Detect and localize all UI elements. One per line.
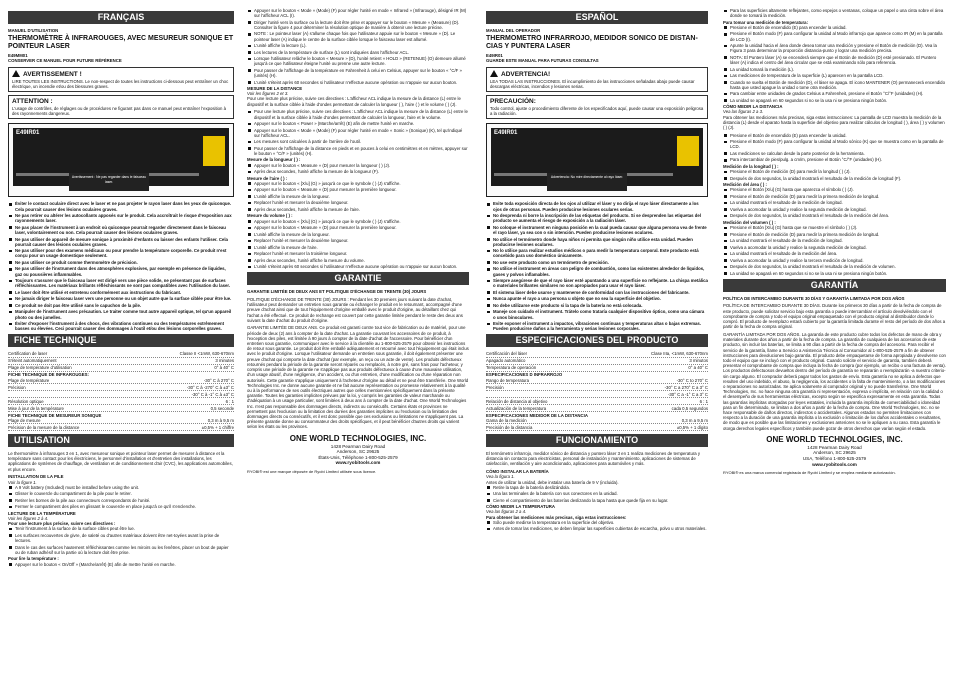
list-item: Les mesures sont calculées à partir de l'arrière de l'outil. [247,139,469,144]
company-name: ONE WORLD TECHNOLOGIES, INC. [289,433,427,443]
spec-row: S'éteint automatiquement 3 minutes [8,358,234,364]
temp-steps-list [723,25,946,103]
list-item: Vuelva a acomodar la unidad y realice la segunda medición de longitud. [723,207,946,212]
spec-subheading: FICHE TECHNIQUE DE MESUREUR SONIQUE [8,412,102,418]
company-name: ONE WORLD TECHNOLOGIES, INC. [766,434,903,444]
subheading-distance: MESURE DE LA DISTANCE [247,86,303,92]
subheading-install: CÓMO INSTALAR LA BATERÍA [486,469,549,475]
list-item: Appuyer sur le bouton « Power » (Marche/arrêt) (E) afin de mettre l'unité en marche. [247,121,469,126]
temp-steps-list [247,8,469,85]
list-item: L'unité affiche la mesure de l'aire. [247,245,469,250]
list-item: Para cambiar entre unidades de grados Celsius a Fahrenheit, presione el Botón °C/°F (unidades) (H). [723,91,946,96]
warning-text: LIRE TOUTES LES INSTRUCTIONS. Le non-respect de toutes les instructions ci-dessous peut entraîner un choc électrique, un incendie et/ou des blessures graves. [12,78,229,89]
warning-icon [12,70,20,77]
list-item: El sistema láser debe usarse y mantenerse de conformidad con las instrucciones del fabricante. [486,290,708,295]
list-item: Ce produit ne doit pas être utilisé sans le capuchon de la pile. [8,303,234,308]
attention-text: L'usage de contrôles, de réglages ou de procédures ne figurant pas dans ce manuel peut entraîner l'exposition à des rayonnements dangereux. [12,106,227,117]
label-caption: Advertencia: No mire directamente al rayo láser. [547,173,627,191]
precaution-text: Todo control, ajuste o procedimiento diferente de los especificados aquí, puede causar una exposición peligrosa a la radiación. [490,106,704,117]
list-item: Evite exponer el instrument a impactos, vibraciones continuas y temperaturas altas o bajas extremas. Pueden producirse daños a la herramienta y serias lesiones corporales. [486,321,708,331]
list-item: Presione el Botón [X/u] (G) hasta que aparezca el símbolo ( ) (J). [723,187,946,192]
section-header-garantie: GARANTIE [247,272,469,285]
list-item: Sólo puede medirse la temperatura en la superficie del objetivo. [486,520,708,525]
list-item: Pour une lecture plus précise, suivre ces directives : L'afficheur ACL indique la mesure de la distance (L) entre le dispositif et la surface ciblée à l'aide d'ondes permettant de calculer la longueur, l'aire et le volume. [247,109,469,119]
list-item: Replacer l'unité et mesurer la deuxième longueur. [247,238,469,243]
list-item: Presione el Botón de medición (D) para medir la primera medición de longitud. [723,194,946,199]
list-item: Presione el Botón modo (F) para configurar la unidad al Modo infrarrojo que aparece como IR (M) en la pantalla de LCD (I). [723,31,946,41]
section-header-garantia: GARANTÍA [723,279,946,292]
list-item: Fermer le compartiment des piles en glissant le couvercle en place jusqu'à ce qu'il s'enclenche. [8,504,234,509]
trademark-note: RYOBI® es una marca comercial registrada de Ryobi Limited y se emplea mediante autorización. [723,470,896,476]
list-item: La unidad mostrará el resultado de la medición del área. [723,251,946,256]
list-item: Después de dos segundos, la unidad mostrará el resultado de la medición del área. [723,213,946,218]
spec-row: Certificación del láser Clase IIIa, <1mW, 630-670nm [486,351,708,357]
subheading-install: INSTALLATION DE LA PILE [8,474,64,480]
spec-row: Plage de température d'utilisation 0° à 40° C [8,365,234,371]
list-item: La unidad mostrará el resultado de la medición de longitud. [723,200,946,205]
list-item: Appuyer sur le bouton « On/Off » (Marche/arrêt) (E) afin de mettre l'unité en marche. [8,562,234,567]
product-title: THERMOMETRO INFRARROJO, MEDIDOR SONICO DE DISTAN-CIAS Y PUNTERA LASER [486,35,698,51]
spec-row: -30° C a -1° C a 3° C [486,392,708,398]
list-item: No debe utilizarse este producto si la tapa de la batería no está colocada. [486,303,708,308]
list-item: Appuyer sur le bouton « [X/u] (G) » jusqu'à ce que le symbole ( ) (J) s'affiche. [247,219,469,224]
list-item: Les surfaces recouvertes de givre, de saleté ou d'autres matériaux doivent être net-toyées avant la prise de lectures. [8,533,234,543]
list-item: Appuyer sur le bouton « Measure » (D) pour mesurer la longueur ( ) (J). [247,163,469,168]
section-header-utilisation: UTILISATION [8,434,234,447]
warning-title: ADVERTENCIA! [501,70,551,78]
list-item: Las mediciones se calculan desde la parte posterior de la herramienta. [723,151,946,156]
precaution-title: PRECAUCIÓN: [490,98,536,106]
list-item: Tenir l'instrument à la surface de la surface cibles peut être lue. [8,526,234,531]
warranty-paragraph: GARANTIE LIMITÉE DE DEUX ANS. Ce produit est garanti contre tout vice de fabrication ou de matériel, pour une période de deux (2) ans à compter de la date d'achat. La garantie couvrant les accessoires de ce produit, à l'exception des piles, est limitée à 90 jours à compter de la date d'achat de l'accessoire. Pour bénéficier d'un entretien sous garantie, communiquer avec le service à la clientèle au 1-800-525-2579 pour obtenir les instructions de retour sous garantie. Le produit doit être emballé adéquatement et retourné avec tout l'équipement qui était inclus avec le produit d'origine. Lorsque l'utilisateur demande un entretien sous garantie, il doit également présenter une preuve d'achat qui comporte la date d'achat (par exemple, un reçu ou un acte de vente). Les produits défectueux retournés pendant la période de la garantie seront réparés ou remplacés, à notre gré, sans frais pour l'acheteur, y compris une période de la garantie ne s'applique pas aux produits défectueux à cause d'une mauvaise utilisation, d'un usage abusif, d'une négligence, d'un accident, ou d'un entretien, d'une modification ou d'une réparation non autorisés. Cette garantie s'applique uniquement à l'acheteur d'origine au détail et ne peut être transférée. One World Technologies Inc. ne donne aucune garantie et ne fait aucune représentation ou promesse relativement à la qualité ou à la performance de ses outils électriques autres que celles mentionnées spécifiquement dans la présente garantie. Toutes les garanties implicites prévues par la loi, y compris les garanties de valeur marchande ou d'adéquation à un usage particulier, sont limitées à deux ans à compter de la date d'achat. One World Technologies Inc. n'est pas responsable des dommages directs, indirects ou consécutifs. Certains états et provinces ne permettent pas l'exclusion ou la limitation des durées des garanties implicites ou l'exclusion ou la limitation des dommages directs ou consécutifs, et il est donc possible que ces exclusions ou limitations ne s'appliquent pas. La présente garantie donne au consommateur des droits spécifiques, et il peut bénéficier d'autres droits qui varient selon les états ou les provinces. [247,325,469,430]
column-spanish-1: ESPAÑOL MANUAL DEL OPERADOR THERMOMETRO INFRARROJO, MEDIDOR SONICO DE DISTAN-CIAS Y PUNTERA LASER E49IR01 GUARDE ESTE MANUAL PARA FUTURAS CONSULTAS ADVERTENCIA! LEA TODAS LAS INSTRUCCIONES. El incumplimiento de las instrucciones señaladas abajo puede causar descargas eléctricas, incendios y lesiones serias. PRECAUCIÓN: Todo control, ajuste o procedimiento diferente de los especificados aquí, puede causar una exposición peligrosa a la radiación. E49IR01 Advertencia: No mire directamente al rayo láser. Evite toda exposición directa de los ojos al utilizar el láser y no dirija el rayo láser directamente a los ojos de otras personas. Pueden producirse lesiones oculares serias. No desprenda ni borre la inscripción de las etiquetas del producto. Si se desprenden las etiquetas del producto se aumenta el riesgo de exposición a la radiación láser. No coloque el instrument en ninguna posición en la cual pueda causar que alguna persona vea de frente el rayo láser, ya sea con o sin intención. Pueden producirse lesiones oculares. No utilice el termómetro donde haya niños ni permita que ningún niño utilice esta unidad. Pueden producirse lesiones oculares. No lo utilice para realizar estudios médicos o para medir la temperatura corporal. Este producto está concebido para uso doméstico únicamente. No use este producto como un termómetro de precisión. No utilice el instrument en áreas con peligro de combustión, como las existentes alrededor de líquidos, gases y polvos inflamables. Siempre asegúrese de que el rayo láser esté apuntando a una superficie no reflejante. La chispa metálica o materiales brillantes similares no son apropiados para usar el rayo láser. El sistema láser debe usarse y mantenerse de conformidad con las instrucciones del fabricante. Nunca apunte el rayo a una persona u objeto que no sea la superficie del objetivo. No debe utilizarse este producto si la tapa de la batería no está colocada. Maneje con cuidado el instrument. Trátelo como trataría cualquier dispositivo óptico, como una cámara o unos binoculares. Evite exponer el instrument a impactos, vibraciones continuas y temperaturas altas o bajas extremas. Pueden producirse daños a la herramienta y serias lesiones corporales. ESPECIFICACIONES DEL PRODUCTO Certificación del láser Clase IIIa, <1mW, 630-670nm Apagado automático 3 minutos Temperatura de operación 0° a 40° C ESPECIFICACIONES D INFRARROJO Rango de temperatura -30° C to 270° C Precisión -30° C a 270° C a 3° C -30° C a -1° C a 3° C Relación de distancia al objetivo 6 : 1 Actualización de la temperatura cada 0,5 segundos ESPECIFICACIONES MEDIDOR DE LA DISTANCIA Gama de la medición 0,3 m a 9,5 m Precisión de la distancia ±0,5% + 1 dígito FUNCIONAMIENTO El termómetro infrarrojo, medidor sónico de distancia y puntero láser 3 en 1 realiza mediciones de temperatura y distancia sin contacto para electricistas, personal de instalación y mantenimiento, aplicaciones de sistemas de calefacción, ventilación y aire acondicionado, aplicaciones para automóviles y más. CÓMO INSTALAR LA BATERÍA Vea la figura 1. Antes de utilizar la unidad, debe instalar una batería de 9 V (incluida). Retire la tapa de la batería deslizándola. Una las terminales de la batería con sus conectores en la unidad. Cierre el compartimiento de las baterías deslizando la tapa hasta que quede fija en su lugar. CÓMO MEDIR LA TEMPERATURA Vea las figuras 2 a 4. Para obtener las mediciones más precisas, siga estas instrucciones: Sólo puede medirse la temperatura en la superficie del objetivo. Antes de tomar las mediciones, se deben limpiar las superficies cubiertas de escarcha, polvo u otros materiales. [486,12,708,532]
list-item: Presione el Botón de encendido (E) para encender la unidad. [723,133,946,138]
spec-subheading: FICHE TECHNIQUE DE INFRAROUGES: [8,372,89,378]
warranty-paragraph: POLÍTICA DE INTERCAMBIO DURANTE 30 DÍAS. Durante los primeros 30 días a partir de la fecha de compra de este producto, puede solicitar servicio bajo esta garantía o puede intercambiar el artículo devolviéndolo con el comprobante de compra y todo el equipo original empaquetado con el producto original al distribuidor donde lo compró. El producto de reemplazo estará cubierto por la garantía limitada durante el resto del período de dos años a partir de la fecha de compra original. [723,303,946,330]
list-item: Appuyer sur le bouton « Mode » (Mode) (F) pour régler l'unité en mode « Sonic » (Sonique) (K), tel qu'indiqué sur l'afficheur ACL. [247,128,469,138]
company-address: 1428 Pearman Dairy Road Anderson, SC 29625 États-Unis, Téléphone 1-800-525-2579 www.ryobitools.com [247,444,469,466]
list-item: La unidad tomará la medición (L). [723,67,946,72]
spec-row: Precisión -30° C a 270° C a 3° C [486,384,708,390]
column-french-1: FRANÇAIS MANUEL D'UTILISATION THERMOMÈTRE À INFRAROUGES, AVEC MESUREUR SONIQUE ET POINTEUR LASER E49MM01 CONSERVER CE MANUEL POUR FUTURE RÉFÉRENCE AVERTISSEMENT ! LIRE TOUTES LES INSTRUCTIONS. Le non-respect de toutes les instructions ci-dessous peut entraîner un choc électrique, un incendie et/ou des blessures graves. ATTENTION : L'usage de contrôles, de réglages ou de procédures ne figurant pas dans ce manuel peut entraîner l'exposition à des rayonnements dangereux. E49IR01 Avertissement : Ne pas regarder dans le faisceau laser. Éviter le contact oculaire direct avec le laser et ne pas projeter le rayon laser dans les yeux de quiconque. Cela pourrait causer des lésions oculaires graves. Ne pas retirer ou altérer les autocollants apposés sur le produit. Cela accroîtrait le risque d'exposition aux rayonnements laser. Ne pas placer de l'instrument à un endroit où quiconque pourrait regarder directement dans le faisceau laser, volontairement ou non. Cela pourrait causer des lésions oculaires graves. Ne pas utiliser de appareil de mesure sonique à proximité d'enfants ou laisser des enfants l'utiliser. Cela pourrait causer des lésions oculaires graves. Ne pas utiliser pour des examens médicaux ou pour prendre la température corporelle. Ce produit n'est conçu pour un usage domestique seulement. Ne pas utiliser ce produit comme thermomètre de précision. Ne pas utiliser de l'instrument dans des atmosphères explosives, par exemple en présence de liquides, gaz ou poussières inflammables. Toujours s'assurer que le faisceau laser est dirigé vers une pièce solide, ne présentant pas de surfaces réfléchissantes. Les matériaux brillants réfléchissants ne sont pas compatibles avec l'utilisation du laser. Le laser doit être utilisé et entretenu conformément aux instructions du fabricant. Ne jamais diriger le faisceau laser vers une personne ou un objet autre que la surface ciblée pour être lue. Ce produit ne doit pas être utilisé sans le capuchon de la pile. Manipuler de l'instrument avec précaution. Le traiter comme tout autre appareil optique, tel qu'un appareil photo ou des jumelles. Éviter d'exposer l'instrument à des chocs, des vibrations continues ou des températures extrêmement basses ou élevées. Ceci pourrait causer des dommages à l'outil et/ou des lésions corporelles graves. FICHE TECHNIQUE Certification de laser Classe II <1mW, 630-670nm S'éteint automatiquement 3 minutes Plage de température d'utilisation 0° à 40° C FICHE TECHNIQUE DE INFRAROUGES: Plage de température -30° C à 270° C Précision -30° C à -270° C à ±3° C -30° C à -1° C à ±3° C Résolution optique 6 : 1 Mise à jour de la température 0,5 seconde FICHE TECHNIQUE DE MESUREUR SONIQUE Plage de mesure 0,3 m à 9,5 m Précision de la mesure de la distance ±0,5% + 1 chiffre UTILISATION Le thermomètre à infrarouges 3 en 1, avec mesureur sonique et pointeur laser permet de mesurer à distance et la température sans contact pour les électriciens, le personnel d'installation et d'entretien des installations, les applications de systèmes de chauffage, de ventilation et de conditionnement d'air (CVC), les applications automobiles, et plus encore. INSTALLATION DE LA PILE Voir la figure 1. A 9 Volt battery (Included) must be installed before using the unit. Glisser le couvercle du compartiment de la pile pour le retirer. Retirer les bornes de la pile aux connecteurs correspondants de l'unité. Fermer le compartiment des piles en glissant le couvercle en place jusqu'à ce qu'il s'enclenche. LECTURE DE LA TEMPÉRATURE Voir les figures 2 à 4. Pour une lecture plus précise, suivre ces directives : Tenir l'instrument à la surface de la surface cibles peut être lue. Les surfaces recouvertes de givre, de saleté ou d'autres matériaux doivent être net-toyées avant la prise de lectures. Dans le cas des surfaces hautement réfléchissantes comme les miroirs ou les fenêtres, placer un bout de papier ou de ruban adhésif sur la partie où la lecture doit être prise. Pour lire la température : Appuyer sur le bouton « On/Off » (Marche/arrêt) (E) afin de mettre l'unité en marche. [8,12,234,567]
list-item: Presione el Botón de encendido (E) para encender la unidad. [723,25,946,30]
spec-row: Plage de mesure 0,3 m à 9,5 m [8,417,234,423]
list-item: Presione el Botón [X/u] (G) hasta que se muestre el símbolo ( ) (J). [723,225,946,230]
website-link[interactable]: www.ryobitools.com [335,460,381,466]
list-item: Las mediciones de temperatura de la superficie (L) aparecen en la pantalla LCD. [723,73,946,78]
list-item: Para las superficies altamente reflejantes, como espejos o ventanas, coloque un papel o una cinta sobre el área donde se tomará la medición. [723,8,946,18]
spec-subheading: ESPECIFICACIONES D INFRARROJO [486,372,563,378]
section-header-funcionamiento: FUNCIONAMIENTO [486,434,708,447]
laser-warning-sticker [677,136,699,166]
list-item: Éviter le contact oculaire direct avec le laser et ne pas projeter le rayon laser dans les yeux de quiconque. Cela pourrait causer des lésions oculaires graves. [8,201,234,211]
list-item: NOTE : Le pointeur laser (A) s'allume chaque fois que l'utilisateur appuie sur le bouton « Mesure » (D). Le pointeur laser (A) indique le centre de la surface ciblée lorsque le faisceau laser est allumé. [247,31,469,41]
list-item: Appuyer sur le bouton « Mode » (Mode) (F) pour régler l'unité en mode « Infrared » (Infrarouge), désigné IR (M) sur l'afficheur ACL (I). [247,8,469,18]
list-item: Après deux secondes, l'unité affiche la mesure du volume. [247,258,469,263]
spec-row: Rango de temperatura -30° C to 270° C [486,377,708,383]
list-item: Presione el Botón de medición (D) para medir la longitud ( ) (J). [723,169,946,174]
list-item: Toujours s'assurer que le faisceau laser est dirigé vers une pièce solide, ne présentant pas de surfaces réfléchissantes. Les matériaux brillants réfléchissants ne sont pas compatibles avec l'utilisation du laser. [8,278,234,288]
spec-row: Actualización de la temperatura cada 0,5 segundos [486,405,708,411]
company-address: 1428 Pearman Dairy Road Anderson, SC 29625 USA, Teléfono 1-800-525-2579 www.ryobitools.com [723,445,946,467]
warranty-paragraph: GARANTÍA LIMITADA POR DOS AÑOS. La garantía de este producto cubre todos los defectos de mano de obra y materiales durante dos años a partir de la fecha de compra. La garantía de cualquiera de los accesorios de este producto, sin incluir las baterías, se limita a 90 días a partir de la fecha de compra del accesorio. Para recibir el servicio de la garantía, llame a Servicio a Asistencia Técnica al Consumidor al 1-800-525-2579 a fin de obtener instrucciones para devoluciones bajo garantía. El producto debe empaquetarse de forma apropiada y devolverse con todo el equipo que se incluyó con el producto original. Cuando solicite el servicio de garantía, también deberá presentar el comprobante de compra que incluya la fecha de compra (por ejemplo, un recibo o una factura de venta). Los productos defectuosos devueltos dentro del período de garantía se repararán o reemplazarán -a nuestro criterio- sin cargo alguno. El comprador deberá pagar todos los gastos de envío. Esta garantía no se aplica a defectos que resulten del uso indebido, el abuso, la negligencia, los accidentes o la falta de mantenimiento, o a las modificaciones o reparaciones no autorizadas. Se aplica solamente al comprador original y no puede transferirse. One World Technologies, Inc. no hace ninguna otra garantía ni representación, expresa o implícita, en relación con la calidad o el desempeño de sus herramientas eléctricas, excepto según se especifica expresamente en esta garantía. Todas las garantías implícitas otorgadas por leyes estatales, incluida la garantía implícita de comerciabilidad o idoneidad para un fin determinado, se limitan a dos años a partir de la fecha de compra. One World Technologies, Inc. no se hace responsable de daños directos, indirectos o accidentales. Algunos estados no permiten limitaciones con respecto a la duración de una garantía implícita o la exclusión o limitación de los daños accidentales o resultantes, de modo que es posible que las limitaciones y exclusiones anteriores no se le apliquen a su caso. Esta garantía le otorga derechos legales específicos y también puede gozar de otros derechos que varían según el estado. [723,331,946,431]
install-list [486,485,708,503]
warning-icon [490,70,498,77]
spec-subheading: ESPECIFICACIONES MEDIDOR DE LA DISTANCIA [486,412,588,418]
list-item: Presione el Botón modo (F) para configurar la unidad al Modo sónico (K) que se muestra como en la pantalla de LCD. [723,139,946,149]
list-item: Después de dos segundos, la unidad mostrará el resultado de la medición de longitud (F). [723,176,946,181]
list-item: Lorsque l'utilisateur relâche le bouton « Mesure » (D), l'unité retient « HOLD » (RETENUE) (O) demeure allumé jusqu'à ce que l'utilisateur éteigne l'unité ou prenne une autre lecture. [247,56,469,66]
subheading-temp: CÓMO MEDIR LA TEMPERATURA [486,504,555,510]
safety-list [8,201,234,331]
list-item: Les lectures de la température de surface (L) sont indiquées dans l'afficheur ACL. [247,50,469,55]
keep-manual-note: CONSERVER CE MANUEL POUR FUTURE RÉFÉRENCE [8,58,122,64]
list-item: Apunte la unidad hacia el área donde desea tomar una medición y presione el Botón de medición (D). Vea la Figura 3 para determinar la proporción distancia-punto y lograr una medición precisa. [723,43,946,53]
list-item: Evite toda exposición directa de los ojos al utilizar el láser y no dirija el rayo láser directamente a los ojos de otras personas. Pueden producirse lesiones oculares serias. [486,201,708,211]
spec-row: Résolution optique 6 : 1 [8,398,234,404]
list-item: La unidad se apagará en 60 segundos si no se la usa ni se presiona ningún botón. [723,271,946,276]
spec-row: Temperatura de operación 0° a 40° C [486,365,708,371]
subheading-distance: CÓMO MEDIR LA DISTANCIA [723,104,783,110]
list-item: Le laser doit être utilisé et entretenu conformément aux instructions du fabricant. [8,290,234,295]
section-header-espanol: ESPAÑOL [486,11,708,24]
list-item: Replacer l'unité et mesurer la deuxième longueur. [247,200,469,205]
list-item: Retirer les bornes de la pile aux connecteurs correspondants de l'unité. [8,498,234,503]
list-item: La unidad mostrará el resultado de la medición de longitud. [723,238,946,243]
manual-label: MANUEL D'UTILISATION [8,28,59,33]
list-item: Después de dos segundos, la unidad mostrará el resultado de la medición de volumen. [723,264,946,269]
section-header-francais: FRANÇAIS [8,11,234,24]
spec-row: Plage de température -30° C à 270° C [8,377,234,383]
list-item: Appuyer sur le bouton « Measure » (D) pour mesurer la première longueur. [247,225,469,230]
list-item: Glisser le couvercle du compartiment de la pile pour le retirer. [8,491,234,496]
spec-row: Précision de la mesure de la distance ±0,5% + 1 chiffre [8,424,234,430]
warranty-paragraph: POLITIQUE D'ÉCHANGE DE TRENTE (30) JOURS : Pendant les 30 premiers jours suivant la date d'achat, l'utilisateur peut demander un entretien sous garantie ou échanger le produit en le retournant, accompagné d'une preuve d'achat ainsi que de tout l'équipement d'origine emballé avec le produit d'origine, au détaillant chez qui l'achat a été effectué. Ce produit de rechange est couvert par cette garantie limitée pendant le reste des deux ans suivant la date d'achat du produit d'origine. [247,296,463,323]
list-item: L'unité s'éteint après 60 secondes si l'utilisateur n'effectue aucune opération ou n'appuie sur aucun bouton. [247,264,469,269]
list-item: Ne pas utiliser de appareil de mesure sonique à proximité d'enfants ou laisser des enfants l'utiliser. Cela pourrait causer des lésions oculaires graves. [8,237,234,247]
spec-row: Précision -30° C à -270° C à ±3° C [8,384,234,390]
column-french-2: Appuyer sur le bouton « Mode » (Mode) (F) pour régler l'unité en mode « Infrared » (Infrarouge), désigné IR (M) sur l'afficheur ACL (I). Diriger l'unité vers la surface ou la lecture doit être prise et appuyer sur le bouton « Mesure » (Measure) (D). Consulter la figure 4 pour déterminer la résolution optique de manière à obtenir une lecture précise. NOTE : Le pointeur laser (A) s'allume chaque fois que l'utilisateur appuie sur le bouton « Mesure » (D). Le pointeur laser (A) indique le centre de la surface ciblée lorsque le faisceau laser est allumé. L'unité affiche la lecture (L). Les lectures de la température de surface (L) sont indiquées dans l'afficheur ACL. Lorsque l'utilisateur relâche le bouton « Mesure » (D), l'unité retient « HOLD » (RETENUE) (O) demeure allumé jusqu'à ce que l'utilisateur éteigne l'unité ou prenne une autre lecture. Pour passer de l'affichage de la température en Fahrenheit à celui en Celsius, appuyer sur le bouton « °C/F » (unités) (H). L'unité s'éteint après 60 secondes si l'utilisateur n'effectue aucune opération ou n'appuie sur aucun bouton. MESURE DE LA DISTANCE Voir les figures 2 et 3. Pour une lecture plus précise, suivre ces directives : L'afficheur ACL indique la mesure de la distance (L) entre le dispositif et la surface ciblée à l'aide d'ondes permettant de calculer la longueur ( ), l'aire ( ) et le volume ( ) (J). Pour une lecture plus précise, suivre ces directives : L'afficheur ACL indique la mesure de la distance (L) entre le dispositif et la surface ciblée à l'aide d'ondes permettant de calculer la longueur, l'aire et le volume. Appuyer sur le bouton « Power » (Marche/arrêt) (E) afin de mettre l'unité en marche. Appuyer sur le bouton « Mode » (Mode) (F) pour régler l'unité en mode « Sonic » (Sonique) (K), tel qu'indiqué sur l'afficheur ACL. Les mesures sont calculées à partir de l'arrière de l'outil. Pour passer de l'affichage de la distance en pieds et en pouces à celui en centimètres et en mètres, appuyer sur le bouton « °C/F » (unités) (H). Mesure de la longueur ( ) : Appuyer sur le bouton « Measure » (D) pour mesurer la longueur ( ) (J). Après deux secondes, l'unité affiche la mesure de la longueur (F). Mesure de l'aire ( ) : Appuyer sur le bouton « [X/u] (G) » jusqu'à ce que le symbole ( ) (J) s'affiche. Appuyer sur le bouton « Measure » (D) pour mesurer la première longueur. L'unité affiche la mesure de la longueur. Replacer l'unité et mesurer la deuxième longueur. Après deux secondes, l'unité affiche la mesure de l'aire. Mesure du volume ( ) : Appuyer sur le bouton « [X/u] (G) » jusqu'à ce que le symbole ( ) (J) s'affiche. Appuyer sur le bouton « Measure » (D) pour mesurer la première longueur. L'unité affiche la mesure de la longueur. Replacer l'unité et mesurer la deuxième longueur. L'unité affiche la mesure de l'aire. Replacer l'unité et mesurer la troisième longueur. Après deux secondes, l'unité affiche la mesure du volume. L'unité s'éteint après 60 secondes si l'utilisateur n'effectue aucune opération ou n'appuie sur aucun bouton. GARANTIE GARANTIE LIMITÉE DE DEUX ANS ET POLITIQUE D'ÉCHANGE DE TRENTE (30) JOURS POLITIQUE D'ÉCHANGE DE TRENTE (30) JOURS : Pendant les 30 premiers jours suivant la date d'achat, l'utilisateur peut demander un entretien sous garantie ou échanger le produit en le retournant, accompagné d'une preuve d'achat ainsi que de tout l'équipement d'origine emballé avec le produit d'origine, au détaillant chez qui l'achat a été effectué. Ce produit de rechange est couvert par cette garantie limitée pendant le reste des deux ans suivant la date d'achat du produit d'origine. GARANTIE LIMITÉE DE DEUX ANS. Ce produit est garanti contre tout vice de fabrication ou de matériel, pour une période de deux (2) ans à compter de la date d'achat. La garantie couvrant les accessoires de ce produit, à l'exception des piles, est limitée à 90 jours à compter de la date d'achat de l'accessoire. Pour bénéficier d'un entretien sous garantie, communiquer avec le service à la clientèle au 1-800-525-2579 pour obtenir les instructions de retour sous garantie. Le produit doit être emballé adéquatement et retourné avec tout l'équipement qui était inclus avec le produit d'origine. Lorsque l'utilisateur demande un entretien sous garantie, il doit également présenter une preuve d'achat qui comporte la date d'achat (par exemple, un reçu ou un acte de vente). Les produits défectueux retournés pendant la période de la garantie seront réparés ou remplacés, à notre gré, sans frais pour l'acheteur, y compris une période de la garantie ne s'applique pas aux produits défectueux à cause d'une mauvaise utilisation, d'un usage abusif, d'une négligence, d'un accident, ou d'un entretien, d'une modification ou d'une réparation non autorisés. Cette garantie s'applique uniquement à l'acheteur d'origine au détail et ne peut être transférée. One World Technologies Inc. ne donne aucune garantie et ne fait aucune représentation ou promesse relativement à la qualité ou à la performance de ses outils électriques autres que celles mentionnées spécifiquement dans la présente garantie. Toutes les garanties implicites prévues par la loi, y compris les garanties de valeur marchande ou d'adéquation à un usage particulier, sont limitées à deux ans à compter de la date d'achat. One World Technologies Inc. n'est pas responsable des dommages directs, indirects ou consécutifs. Certains états et provinces ne permettent pas l'exclusion ou la limitation des durées des garanties implicites ou l'exclusion ou la limitation des dommages directs ou consécutifs, et il est donc possible que ces exclusions ou limitations ne s'appliquent pas. La présente garantie donne au consommateur des droits spécifiques, et il peut bénéficier d'autres droits qui varient selon les états ou les provinces. ONE WORLD TECHNOLOGIES, INC. 1428 Pearman Dairy Road Anderson, SC 29625 États-Unis, Téléphone 1-800-525-2579 www.ryobitools.com RYOBI® est une marque déposée de Ryobi Limited utilisée sous licence. [247,8,469,474]
list-item: L'unité affiche la mesure de la longueur. [247,194,469,199]
spec-row: Mise à jour de la température 0,5 seconde [8,405,234,411]
list-item: Replacer l'unité et mesurer la troisième longueur. [247,251,469,256]
list-item: Nunca apunte el rayo a una persona u objeto que no sea la superficie del objetivo. [486,296,708,301]
spec-row: Apagado automático 3 minutos [486,358,708,364]
spec-row: -30° C à -1° C à ±3° C [8,392,234,398]
section-header-fiche-technique: FICHE TECHNIQUE [8,334,234,347]
warning-title: AVERTISSEMENT ! [23,70,82,78]
use-intro: Le thermomètre à infrarouges 3 en 1, avec mesureur sonique et pointeur laser permet de mesurer à distance et la température sans contact pour les électriciens, le personnel d'installation et d'entretien des installations, les applications de systèmes de chauffage, de ventilation et de conditionnement d'air (CVC), les applications automobiles, et plus encore. [8,451,233,472]
list-item: No desprenda ni borre la inscripción de las etiquetas del producto. Si se desprenden las etiquetas del producto se aumenta el riesgo de exposición a la radiación láser. [486,213,708,223]
list-item: L'unité affiche la lecture (L). [247,43,469,48]
list-item: Éviter d'exposer l'instrument à des chocs, des vibrations continues ou des températures extrêmement basses ou élevées. Ceci pourrait causer des dommages à l'outil et/ou des lésions corporelles graves. [8,321,234,331]
list-item: Ne pas utiliser ce produit comme thermomètre de précision. [8,260,234,265]
spec-table [8,351,234,431]
list-item: Après deux secondes, l'unité affiche la mesure de la longueur (F). [247,169,469,174]
manual-label: MANUAL DEL OPERADOR [486,28,541,33]
list-item: Vuelva a acomodar la unidad y realice la tercera medición de longitud. [723,258,946,263]
warning-box [8,67,234,92]
list-item: Antes de tomar las mediciones, se deben limpiar las superficies cubiertas de escarcha, polvo u otros materiales. [486,526,708,531]
label-caption: Avertissement : Ne pas regarder dans le faisceau laser. [69,173,149,191]
spec-row: Gama de la medición 0,3 m a 9,5 m [486,417,708,423]
model-number: E49IR01 [486,53,503,59]
list-item: Ne pas utiliser pour des examens médicaux ou pour prendre la température corporelle. Ce produit n'est conçu pour un usage domestique seulement. [8,248,234,258]
product-title: THERMOMÈTRE À INFRAROUGES, AVEC MESUREUR SONIQUE ET POINTEUR LASER [8,35,234,51]
list-item: Retire la tapa de la batería deslizándola. [486,485,708,490]
list-item: Diriger l'unité vers la surface ou la lecture doit être prise et appuyer sur le bouton « Mesure » (Measure) (D). Consulter la figure 4 pour déterminer la résolution optique de manière à obtenir une lecture précise. [247,20,469,30]
temp-tips-list [8,526,234,555]
attention-box [8,95,234,119]
list-item: La unidad se apagará en 60 segundos si no se la usa ni se presiona ningún botón. [723,98,946,103]
list-item: Una las terminales de la batería con sus conectores en la unidad. [486,491,708,496]
warning-box [486,67,708,92]
warning-text: LEA TODAS LAS INSTRUCCIONES. El incumplimiento de las instrucciones señaladas abajo puede causar descargas eléctricas, incendios y lesiones serias. [490,78,695,89]
safety-list [486,201,708,331]
subheading-temp: LECTURE DE LA TEMPÉRATURE [8,510,76,516]
laser-warning-sticker [203,136,225,166]
list-item: Cierre el compartimiento de las baterías deslizando la tapa hasta que quede fija en su lugar. [486,498,708,503]
warranty-title: GARANTIE LIMITÉE DE DEUX ANS ET POLITIQUE D'ÉCHANGE DE TRENTE (30) JOURS [247,289,427,295]
list-item: NOTA: El Puntero láser (A) se encenderá siempre que el Botón de medición (D) esté presionado. El Puntero láser (A) indica el centro del área circular que se está examinando sólo para referencia. [723,55,946,65]
list-item: Pour passer de l'affichage de la distance en pieds et en pouces à celui en centimètres et en mètres, appuyer sur le bouton « °C/F » (unités) (H). [247,146,469,156]
spec-row: Certification de laser Classe II <1mW, 630-670nm [8,351,234,357]
list-item: No coloque el instrument en ninguna posición en la cual pueda causar que alguna persona vea de frente el rayo láser, ya sea con o sin intención. Pueden producirse lesiones oculares. [486,225,708,235]
list-item: Pour passer de l'affichage de la température en Fahrenheit à celui en Celsius, appuyer sur le bouton « °C/F » (unités) (H). [247,68,469,78]
warranty-title: POLÍTICA DE INTERCAMBIO DURANTE 30 DÍAS Y GARANTÍA LIMITADA POR DOS AÑOS [723,295,905,301]
list-item: Ne pas utiliser de l'instrument dans des atmosphères explosives, par exemple en présence de liquides, gaz ou poussières inflammables. [8,266,234,276]
website-link[interactable]: www.ryobitools.com [812,461,857,467]
trademark-note: RYOBI® est une marque déposée de Ryobi Limited utilisée sous licence. [247,468,377,474]
list-item: No use este producto como un termómetro de precisión. [486,260,708,265]
label-model: E49IR01 [494,130,518,137]
column-spanish-2: Para las superficies altamente reflejantes, como espejos o ventanas, coloque un papel o una cinta sobre el área donde se tomará la medición. Para tomar una medición de temperatura: Presione el Botón de encendido (E) para encender la unidad. Presione el Botón modo (F) para configurar la unidad al Modo infrarrojo que aparece como IR (M) en la pantalla de LCD (I). Apunte la unidad hacia el área donde desea tomar una medición y presione el Botón de medición (D). Vea la Figura 3 para determinar la proporción distancia-punto y lograr una medición precisa. NOTA: El Puntero láser (A) se encenderá siempre que el Botón de medición (D) esté presionado. El Puntero láser (A) indica el centro del área circular que se está examinando sólo para referencia. La unidad tomará la medición (L). Las mediciones de temperatura de la superficie (L) aparecen en la pantalla LCD. Cuando se suelta el Botón de medición (D), el láser se apaga. El icono MANTENER (O) permanecerá encendido hasta que usted apague la unidad o tome otra medición. Para cambiar entre unidades de grados Celsius a Fahrenheit, presione el Botón °C/°F (unidades) (H). La unidad se apagará en 60 segundos si no se la usa ni se presiona ningún botón. CÓMO MEDIR LA DISTANCIA Vea las figuras 2 a 3. Para obtener las mediciones más precisas, siga estas instrucciones: La pantalla de LCD muestra la medición de la distancia (L) desde el aparato hasta la superficie del objetivo para realizar cálculos de longitud ( ), área ( ) y volumen ( ) (J). Presione el Botón de encendido (E) para encender la unidad. Presione el Botón modo (F) para configurar la unidad al Modo sónico (K) que se muestra como en la pantalla de LCD. Las mediciones se calculan desde la parte posterior de la herramienta. Para intercambiar de pies/pulg. a cm/m, presione el Botón °C/°F (unidades) (H). Medición de la longitud ( ) : Presione el Botón de medición (D) para medir la longitud ( ) (J). Después de dos segundos, la unidad mostrará el resultado de la medición de longitud (F). Medición del área ( ) : Presione el Botón [X/u] (G) hasta que aparezca el símbolo ( ) (J). Presione el Botón de medición (D) para medir la primera medición de longitud. La unidad mostrará el resultado de la medición de longitud. Vuelva a acomodar la unidad y realice la segunda medición de longitud. Después de dos segundos, la unidad mostrará el resultado de la medición del área. Medición del volumen ( ) : Presione el Botón [X/u] (G) hasta que se muestre el símbolo ( ) (J). Presione el Botón de medición (D) para medir la primera medición de longitud. La unidad mostrará el resultado de la medición de longitud. Vuelva a acomodar la unidad y realice la segunda medición de longitud. La unidad mostrará el resultado de la medición del área. Vuelva a acomodar la unidad y realice la tercera medición de longitud. Después de dos segundos, la unidad mostrará el resultado de la medición de volumen. La unidad se apagará en 60 segundos si no se la usa ni se presiona ningún botón. GARANTÍA POLÍTICA DE INTERCAMBIO DURANTE 30 DÍAS Y GARANTÍA LIMITADA POR DOS AÑOS POLÍTICA DE INTERCAMBIO DURANTE 30 DÍAS. Durante los primeros 30 días a partir de la fecha de compra de este producto, puede solicitar servicio bajo esta garantía o puede intercambiar el artículo devolviéndolo con el comprobante de compra y todo el equipo original empaquetado con el producto original al distribuidor donde lo compró. El producto de reemplazo estará cubierto por la garantía limitada durante el resto del período de dos años a partir de la fecha de compra original. GARANTÍA LIMITADA POR DOS AÑOS. La garantía de este producto cubre todos los defectos de mano de obra y materiales durante dos años a partir de la fecha de compra. La garantía de cualquiera de los accesorios de este producto, sin incluir las baterías, se limita a 90 días a partir de la fecha de compra del accesorio. Para recibir el servicio de la garantía, llame a Servicio a Asistencia Técnica al Consumidor al 1-800-525-2579 a fin de obtener instrucciones para devoluciones bajo garantía. El producto debe empaquetarse de forma apropiada y devolverse con todo el equipo que se incluyó con el producto original. Cuando solicite el servicio de garantía, también deberá presentar el comprobante de compra que incluya la fecha de compra (por ejemplo, un recibo o una factura de venta). Los productos defectuosos devueltos dentro del período de garantía se repararán o reemplazarán -a nuestro criterio- sin cargo alguno. El comprador deberá pagar todos los gastos de envío. Esta garantía no se aplica a defectos que resulten del uso indebido, el abuso, la negligencia, los accidentes o la falta de mantenimiento, o a las modificaciones o reparaciones no autorizadas. Se aplica solamente al comprador original y no puede transferirse. One World Technologies, Inc. no hace ninguna otra garantía ni representación, expresa o implícita, en relación con la calidad o el desempeño de sus herramientas eléctricas, excepto según se especifica expresamente en esta garantía. Todas las garantías implícitas otorgadas por leyes estatales, incluida la garantía implícita de comerciabilidad o idoneidad para un fin determinado, se limitan a dos años a partir de la fecha de compra. One World Technologies, Inc. no se hace responsable de daños directos, indirectos o accidentales. Algunos estados no permiten limitaciones con respecto a la duración de una garantía implícita o la exclusión o limitación de los daños accidentales o resultantes, de modo que es posible que las limitaciones y exclusiones anteriores no se le apliquen a su caso. Esta garantía le otorga derechos legales específicos y también puede gozar de otros derechos que varían según el estado. ONE WORLD TECHNOLOGIES, INC. 1428 Pearman Dairy Road Anderson, SC 29625 USA, Teléfono 1-800-525-2579 www.ryobitools.com RYOBI® es una marca comercial registrada de Ryobi Limited y se emplea mediante autorización. [723,8,946,476]
spec-row: Precisión de la distancia ±0,5% + 1 dígito [486,424,708,430]
attention-title: ATTENTION : [12,98,53,106]
list-item: Manipuler de l'instrument avec précaution. Le traiter comme tout autre appareil optique, tel qu'un appareil photo ou des jumelles. [8,309,234,319]
list-item: Ne pas placer de l'instrument à un endroit où quiconque pourrait regarder directement dans le faisceau laser, volontairement ou non. Cela pourrait causer des lésions oculaires graves. [8,225,234,235]
list-item: Appuyer sur le bouton « [X/u] (G) » jusqu'à ce que le symbole ( ) (J) s'affiche. [247,181,469,186]
list-item: A 9 Volt battery (Included) must be installed before using the unit. [8,485,234,490]
model-number: E49MM01 [8,53,28,59]
list-item: Ne pas retirer ou altérer les autocollants apposés sur le produit. Cela accroîtrait le risque d'exposition aux rayonnements laser. [8,213,234,223]
install-list [8,485,234,510]
laser-label-illustration [486,123,708,197]
list-item: Ne jamais diriger le faisceau laser vers une personne ou un objet autre que la surface ciblée pour être lue. [8,296,234,301]
list-item: Cuando se suelta el Botón de medición (D), el láser se apaga. El icono MANTENER (O) permanecerá encendido hasta que usted apague la unidad o tome otra medición. [723,80,946,90]
label-model: E49IR01 [16,130,40,137]
use-intro: El termómetro infrarrojo, medidor sónico de distancia y puntero láser 3 en 1 realiza mediciones de temperatura y distancia sin contacto para electricistas, personal de instalación y mantenimiento, aplicaciones de sistemas de calefacción, ventilación y aire acondicionado, aplicaciones para automóviles y más. [486,451,700,467]
list-item: L'unité s'éteint après 60 secondes si l'utilisateur n'effectue aucune opération ou n'appuie sur aucun bouton. [247,80,469,85]
list-item: Siempre asegúrese de que el rayo láser esté apuntando a una superficie no reflejante. La chispa metálica o materiales brillantes similares no son apropiados para usar el rayo láser. [486,278,708,288]
list-item: Dans le cas des surfaces hautement réfléchissantes comme les miroirs ou les fenêtres, placer un bout de papier ou de ruban adhésif sur la partie où la lecture doit être prise. [8,545,234,555]
keep-manual-note: GUARDE ESTE MANUAL PARA FUTURAS CONSULTAS [486,58,599,64]
precaution-box [486,95,708,119]
list-item: Maneje con cuidado el instrument. Trátelo como trataría cualquier dispositivo óptico, como una cámara o unos binoculares. [486,309,708,319]
list-item: No lo utilice para realizar estudios médicos o para medir la temperatura corporal. Este producto está concebido para uso doméstico únicamente. [486,248,708,258]
section-header-especificaciones: ESPECIFICACIONES DEL PRODUCTO [486,334,708,347]
list-item: Presione el Botón de medición (D) para medir la primera medición de longitud. [723,232,946,237]
spec-table [486,351,708,431]
list-item: No utilice el instrument en áreas con peligro de combustión, como las existentes alrededor de líquidos, gases y polvos inflamables. [486,266,708,276]
list-item: L'unité affiche la mesure de la longueur. [247,232,469,237]
laser-label-illustration [8,123,234,197]
list-item: Appuyer sur le bouton « Measure » (D) pour mesurer la première longueur. [247,187,469,192]
spec-row: Relación de distancia al objetivo 6 : 1 [486,398,708,404]
list-item: No utilice el termómetro donde haya niños ni permita que ningún niño utilice esta unidad. Pueden producirse lesiones oculares. [486,237,708,247]
list-item: Après deux secondes, l'unité affiche la mesure de l'aire. [247,207,469,212]
list-item: Vuelva a acomodar la unidad y realice la segunda medición de longitud. [723,245,946,250]
list-item: Para intercambiar de pies/pulg. a cm/m, presione el Botón °C/°F (unidades) (H). [723,157,946,162]
